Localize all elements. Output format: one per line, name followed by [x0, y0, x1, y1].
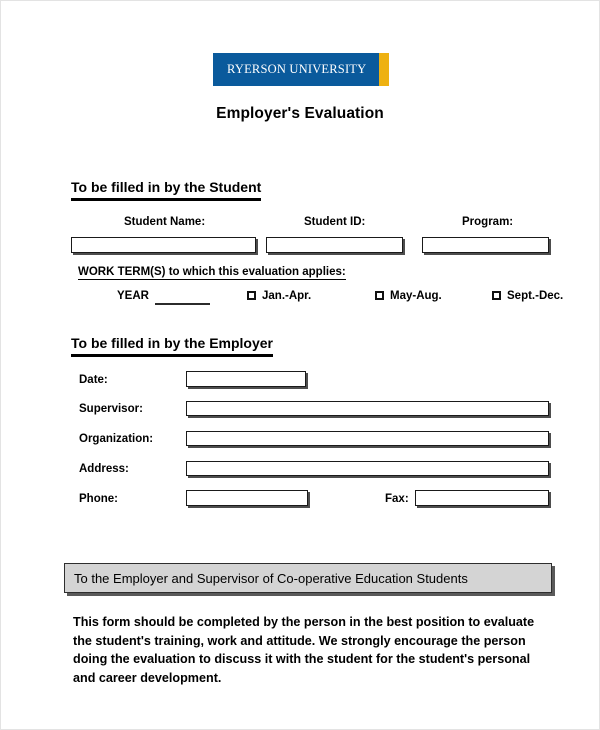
input-date[interactable]: [186, 371, 306, 387]
logo-gold-bar: [379, 53, 389, 86]
instructions-paragraph: This form should be completed by the person in the best position to evaluate the student's training, work and attitude. We strongly encourage the person doing the evaluation to discuss it with the student for the student's personal and career development.: [73, 615, 535, 685]
checkbox-row-may-aug[interactable]: [375, 290, 442, 302]
checkbox-label-may-aug: May-Aug.: [390, 290, 442, 302]
checkbox-row-sept-dec[interactable]: [492, 290, 563, 302]
input-program[interactable]: [422, 237, 549, 253]
label-program: Program:: [462, 216, 514, 228]
checkbox-label-jan-apr: Jan.-Apr.: [262, 290, 312, 302]
label-date: Date:: [79, 374, 108, 386]
work-term-lead: WORK TERM(S): [78, 266, 166, 278]
work-term-rest: to which this evaluation applies:: [165, 266, 346, 278]
checkbox-icon[interactable]: [375, 291, 384, 300]
checkbox-row-jan-apr[interactable]: [247, 290, 311, 302]
banner-text: To the Employer and Supervisor of Co-operative Education Students: [74, 570, 468, 586]
section-heading-employer: To be filled in by the Employer: [71, 335, 273, 357]
input-fax[interactable]: [415, 490, 549, 506]
input-supervisor[interactable]: [186, 401, 549, 416]
input-year-line[interactable]: [155, 303, 210, 305]
label-supervisor: Supervisor:: [79, 403, 143, 415]
logo-blue-block: [213, 53, 379, 86]
work-term-instruction: [78, 266, 346, 280]
input-student-name[interactable]: [71, 237, 256, 253]
checkbox-icon[interactable]: [247, 291, 256, 300]
label-year: YEAR: [117, 290, 149, 302]
label-student-id: Student ID:: [304, 216, 366, 228]
ryerson-university-logo: [213, 53, 389, 86]
checkbox-icon[interactable]: [492, 291, 501, 300]
input-phone[interactable]: [186, 490, 308, 506]
label-organization: Organization:: [79, 433, 154, 445]
checkbox-label-sept-dec: Sept.-Dec.: [507, 290, 564, 302]
input-student-id[interactable]: [266, 237, 403, 253]
logo-wordmark: RYERSON UNIVERSITY: [227, 62, 367, 76]
input-address[interactable]: [186, 461, 549, 476]
section-heading-student: To be filled in by the Student: [71, 179, 261, 201]
employer-notice-banner: [64, 563, 552, 593]
label-fax: Fax:: [385, 493, 409, 505]
page-title: Employer's Evaluation: [216, 105, 384, 122]
label-student-name: Student Name:: [124, 216, 206, 228]
label-phone: Phone:: [79, 493, 118, 505]
label-address: Address:: [79, 463, 129, 475]
input-organization[interactable]: [186, 431, 549, 446]
